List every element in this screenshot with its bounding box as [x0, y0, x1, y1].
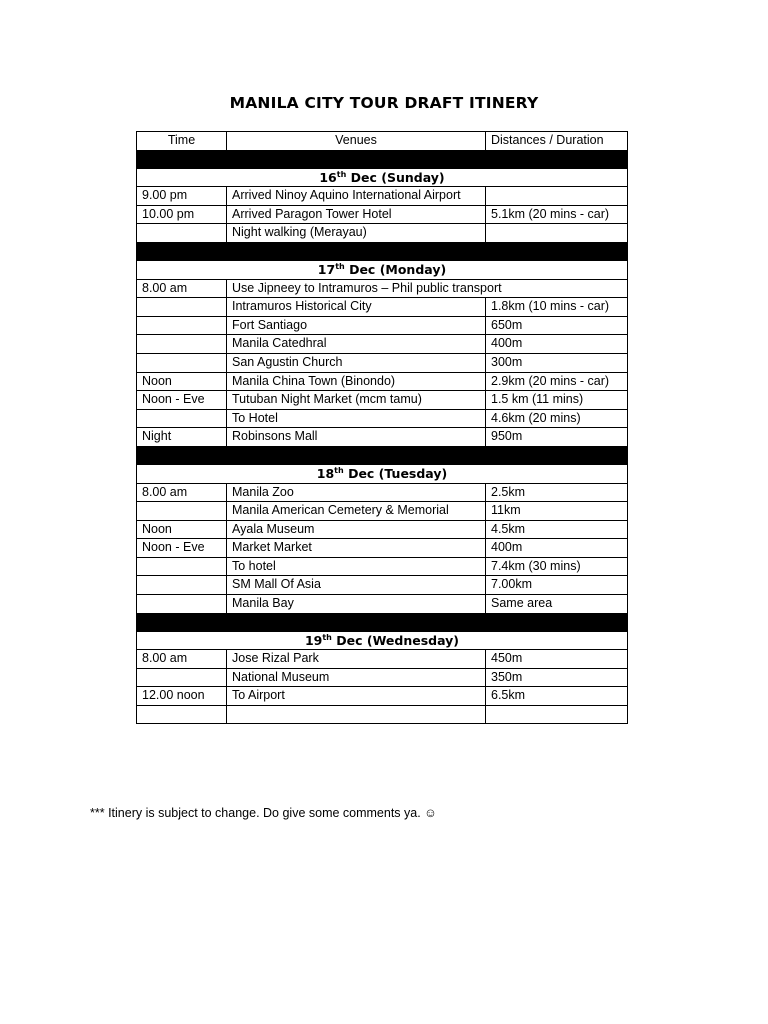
table-row [137, 353, 628, 372]
venue-cell: Jose Rizal Park [227, 650, 486, 669]
distance-cell: 300m [486, 353, 628, 372]
table-row [137, 391, 628, 410]
time-cell [137, 557, 227, 576]
day-heading [137, 168, 628, 187]
day-heading-row [137, 631, 628, 650]
distance-cell: 950m [486, 428, 628, 447]
time-header: Time [137, 132, 227, 151]
venue-cell: Market Market [227, 539, 486, 558]
distance-cell: 1.8km (10 mins - car) [486, 298, 628, 317]
venue-cell: Arrived Ninoy Aquino International Airport [227, 187, 486, 206]
time-cell: 9.00 pm [137, 187, 227, 206]
venue-cell: To hotel [227, 557, 486, 576]
venue-cell: To Hotel [227, 409, 486, 428]
table-row [137, 316, 628, 335]
time-cell: Noon - Eve [137, 391, 227, 410]
time-cell: 12.00 noon [137, 687, 227, 706]
venue-cell: Manila Bay [227, 595, 486, 614]
table-row [137, 595, 628, 614]
header-row [137, 132, 628, 151]
distance-cell: 400m [486, 335, 628, 354]
separator-cell [137, 242, 628, 260]
day-label: Dec (Sunday) [350, 169, 445, 185]
time-cell: Noon [137, 520, 227, 539]
venue-cell: Intramuros Historical City [227, 298, 486, 317]
table-row [137, 539, 628, 558]
day-heading [137, 464, 628, 483]
day-heading [137, 260, 628, 279]
time-cell: Noon - Eve [137, 539, 227, 558]
day-number: 18 [316, 465, 335, 481]
venue-cell: Use Jipneey to Intramuros – Phil public transport [227, 279, 628, 298]
time-cell: Noon [137, 372, 227, 391]
day-ordinal-suffix: th [334, 465, 344, 475]
table-row [137, 706, 628, 724]
time-cell [137, 668, 227, 687]
itinerary-body [137, 132, 628, 724]
time-cell [137, 502, 227, 521]
venue-cell: Ayala Museum [227, 520, 486, 539]
table-row [137, 224, 628, 243]
venue-cell [227, 706, 486, 724]
day-ordinal-suffix: th [335, 261, 345, 271]
distance-cell: 650m [486, 316, 628, 335]
table-row [137, 687, 628, 706]
day-ordinal-suffix: th [336, 169, 347, 179]
table-row [137, 576, 628, 595]
day-heading-row [137, 464, 628, 483]
day-heading [137, 631, 628, 650]
day-label: Dec (Wednesday) [336, 632, 460, 648]
table-row [137, 428, 628, 447]
time-cell [137, 316, 227, 335]
day-label: Dec (Tuesday) [348, 465, 448, 481]
distance-cell: 400m [486, 539, 628, 558]
distance-cell: 11km [486, 502, 628, 521]
table-row [137, 335, 628, 354]
venue-cell: Manila American Cemetery & Memorial [227, 502, 486, 521]
separator-cell [137, 613, 628, 631]
table-row [137, 279, 628, 298]
distance-cell: 1.5 km (11 mins) [486, 391, 628, 410]
day-label: Dec (Monday) [349, 261, 447, 277]
venue-cell: Manila Catedhral [227, 335, 486, 354]
distance-cell: Same area [486, 595, 628, 614]
time-cell [137, 576, 227, 595]
venue-cell: To Airport [227, 687, 486, 706]
distance-cell [486, 706, 628, 724]
day-heading-row [137, 168, 628, 187]
table-row [137, 205, 628, 224]
distance-cell: 4.6km (20 mins) [486, 409, 628, 428]
table-row [137, 372, 628, 391]
distance-cell: 7.00km [486, 576, 628, 595]
distance-header: Distances / Duration [486, 132, 628, 151]
venue-cell: Manila Zoo [227, 483, 486, 502]
day-number: 16 [319, 169, 337, 185]
table-row [137, 502, 628, 521]
day-separator-bar [137, 613, 628, 631]
time-cell [137, 595, 227, 614]
table-row [137, 298, 628, 317]
time-cell [137, 335, 227, 354]
table-row [137, 187, 628, 206]
day-separator-bar [137, 242, 628, 260]
distance-cell [486, 187, 628, 206]
venue-header: Venues [227, 132, 486, 151]
time-cell: 8.00 am [137, 650, 227, 669]
distance-cell: 350m [486, 668, 628, 687]
venue-cell: National Museum [227, 668, 486, 687]
time-cell: 8.00 am [137, 483, 227, 502]
venue-cell: Night walking (Merayau) [227, 224, 486, 243]
distance-cell: 5.1km (20 mins - car) [486, 205, 628, 224]
itinerary-table [136, 131, 628, 724]
table-row [137, 483, 628, 502]
table-row [137, 520, 628, 539]
venue-cell: Tutuban Night Market (mcm tamu) [227, 391, 486, 410]
venue-cell: Manila China Town (Binondo) [227, 372, 486, 391]
venue-cell: Robinsons Mall [227, 428, 486, 447]
distance-cell: 6.5km [486, 687, 628, 706]
distance-cell: 2.9km (20 mins - car) [486, 372, 628, 391]
day-heading-row [137, 260, 628, 279]
distance-cell: 2.5km [486, 483, 628, 502]
time-cell [137, 224, 227, 243]
document-title: MANILA CITY TOUR DRAFT ITINERY [229, 94, 539, 112]
venue-cell: San Agustin Church [227, 353, 486, 372]
time-cell [137, 706, 227, 724]
day-separator-bar [137, 150, 628, 168]
time-cell: Night [137, 428, 227, 447]
distance-cell: 7.4km (30 mins) [486, 557, 628, 576]
day-ordinal-suffix: th [322, 632, 332, 642]
table-row [137, 409, 628, 428]
time-cell [137, 298, 227, 317]
separator-cell [137, 446, 628, 464]
day-number: 17 [317, 261, 336, 277]
time-cell: 10.00 pm [137, 205, 227, 224]
distance-cell: 4.5km [486, 520, 628, 539]
table-row [137, 650, 628, 669]
venue-cell: Arrived Paragon Tower Hotel [227, 205, 486, 224]
distance-cell [486, 224, 628, 243]
venue-cell: SM Mall Of Asia [227, 576, 486, 595]
distance-cell: 450m [486, 650, 628, 669]
time-cell [137, 353, 227, 372]
footnote: *** Itinery is subject to change. Do give some comments ya. ☺ [90, 806, 437, 820]
table-row [137, 668, 628, 687]
venue-cell: Fort Santiago [227, 316, 486, 335]
time-cell [137, 409, 227, 428]
day-separator-bar [137, 446, 628, 464]
table-row [137, 557, 628, 576]
separator-cell [137, 150, 628, 168]
day-number: 19 [304, 632, 323, 648]
time-cell: 8.00 am [137, 279, 227, 298]
